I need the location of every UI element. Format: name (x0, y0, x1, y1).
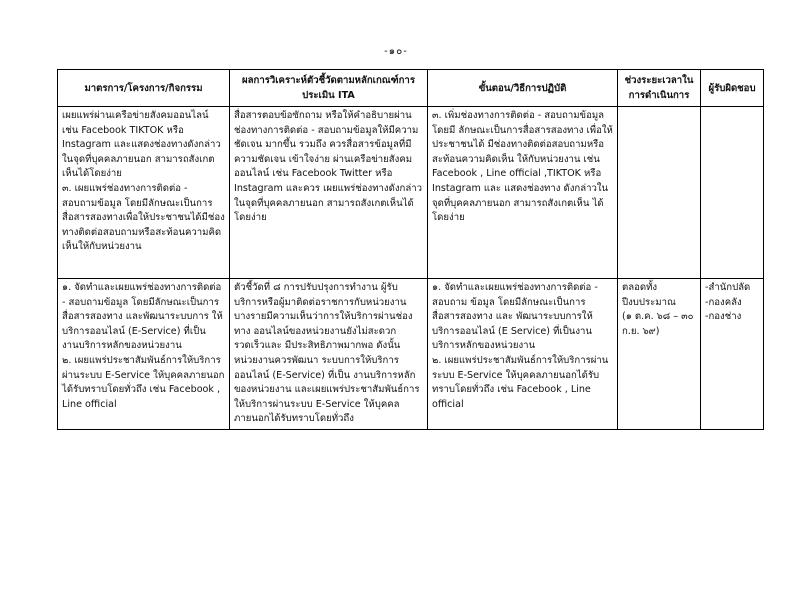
row1-responsible-cell (701, 107, 764, 279)
responsible-office-1: -สำนักปลัด (705, 282, 751, 293)
row2-measures-cell (58, 279, 230, 430)
responsible-office-3: -กองช่าง (705, 311, 742, 323)
row1-steps-cell (428, 107, 618, 279)
row2-responsible-cell (701, 279, 764, 430)
row2-period-cell (618, 279, 701, 430)
header-period: ช่วงระยะเวลาในการดำเนินการ (618, 70, 701, 107)
row2-period-text-2: (๑ ต.ค. ๖๘ – ๓๐ ก.ย. ๖๙) (622, 311, 694, 337)
row2-analysis-text-1: ตัวชี้วัดที่ ๘ การปรับปรุงการทำงาน ผู้รับบริการหรือผู้มาติดต่อราชการกับหน่วยงาน บางรายมีความเห็นว่าการให้บริการผ่านช่องทาง ออนไลน์ของหน่วยงานยังไม่สะดวก รวดเร็วและ มีประสิทธิภาพมากพอ ดังนั้น หน่วยงานควรพัฒนา ระบบการให้บริการออนไลน์ (E-Service) ที่เป็น งานบริการหลักของหน่วยงาน และเผยแพร่ประชาสัมพันธ์การให้บริการผ่านระบบ E-Service ให้บุคคลภายนอกได้รับทราบโดยทั่วถึง (234, 282, 420, 425)
action-plan-table (57, 69, 764, 430)
table-row (58, 279, 764, 430)
row2-steps-text-1: ๑. จัดทำและเผยแพร่ช่องทางการติดต่อ - สอบถาม ข้อมูล โดยมีลักษณะเป็นการสื่อสารสองทาง และ พัฒนาระบบการให้บริการออนไลน์ (E Service) ที่เป็นงานบริการหลักของหน่วยงาน (432, 282, 598, 352)
row2-steps-text-2: ๒. เผยแพร่ประชาสัมพันธ์การให้บริการผ่านระบบ E-Service ให้บุคคลภายนอกได้รับทราบโดยทั่วถึง เช่น Facebook , Line official (432, 354, 609, 410)
row2-measures-text-1: ๑. จัดทำและเผยแพร่ช่องทางการติดต่อ - สอบถามข้อมูล โดยมีลักษณะเป็นการ สื่อสารสองทาง และพัฒนาระบบการ ให้บริการออนไลน์ (E-Service) ที่เป็น งานบริการหลักของหน่วยงาน (62, 282, 223, 352)
header-measures: มาตรการ/โครงการ/กิจกรรม (58, 70, 230, 107)
row1-period-cell (618, 107, 701, 279)
row2-measures-text-2: ๒. เผยแพร่ประชาสัมพันธ์การให้บริการ ผ่านระบบ E-Service ให้บุคคลภายนอก ได้รับทราบโดยทั่วถึง เช่น Facebook , Line official (62, 354, 225, 410)
row2-analysis-cell (230, 279, 428, 430)
row1-steps-text-1: ๓. เพิ่มช่องทางการติดต่อ - สอบถามข้อมูล โดยมี ลักษณะเป็นการสื่อสารสองทาง เพื่อให้ประชาชนได้ มีช่องทางติดต่อสอบถามหรือสะท้อนความคิดเห็น ให้กับหน่วยงาน เช่น Facebook , Line official ,TIKTOK หรือ Instagram และ แสดงช่องทาง ดังกล่าวในจุดที่บุคคลภายนอก สามารถสังเกตเห็น ได้โดยง่าย (432, 110, 613, 224)
row1-measures-cell (58, 107, 230, 279)
table-header-row (58, 70, 764, 107)
row1-measures-text-2: ๓. เผยแพร่ช่องทางการติดต่อ - สอบถามข้อมูล โดยมีลักษณะเป็นการสื่อสารสองทางเพื่อให้ประชาชนได้มีช่องทางติดต่อสอบถามหรือสะท้อนความคิดเห็นให้กับหน่วยงาน (62, 182, 225, 253)
row2-period-text-1: ตลอดทั้งปีงบประมาณ (622, 282, 676, 308)
header-responsible: ผู้รับผิดชอบ (701, 70, 764, 107)
header-steps: ขั้นตอน/วิธีการปฏิบัติ (428, 70, 618, 107)
header-analysis: ผลการวิเคราะห์ตัวชี้วัดตามหลักเกณฑ์การประเมิน ITA (230, 70, 428, 107)
row2-steps-cell (428, 279, 618, 430)
table-row (58, 107, 764, 279)
row1-measures-text-1: เผยแพร่ผ่านเครือข่ายสังคมออนไลน์ เช่น Facebook TIKTOK หรือ Instagram และแสดงช่องทางดังกล่าวในจุดที่บุคคลภายนอก สามารถสังเกตเห็นได้โดยง่าย (62, 110, 221, 180)
page-number: -๑๐- (384, 46, 408, 57)
row1-analysis-text-1: สื่อสารตอบข้อซักถาม หรือให้คำอธิบายผ่านช่องทางการติดต่อ - สอบถามข้อมูลให้มีความชัดเจน มากขึ้น รวมถึง ควรสื่อสารข้อมูลที่มีความชัดเจน เข้าใจง่าย ผ่านเครือข่ายสังคมออนไลน์ เช่น Facebook Twitter หรือ Instagram และควร เผยแพร่ช่องทางดังกล่าวในจุดที่บุคคลภายนอก สามารถสังเกตเห็นได้โดยง่าย (234, 110, 422, 224)
responsible-office-2: -กองคลัง (705, 296, 742, 308)
row1-analysis-cell (230, 107, 428, 279)
